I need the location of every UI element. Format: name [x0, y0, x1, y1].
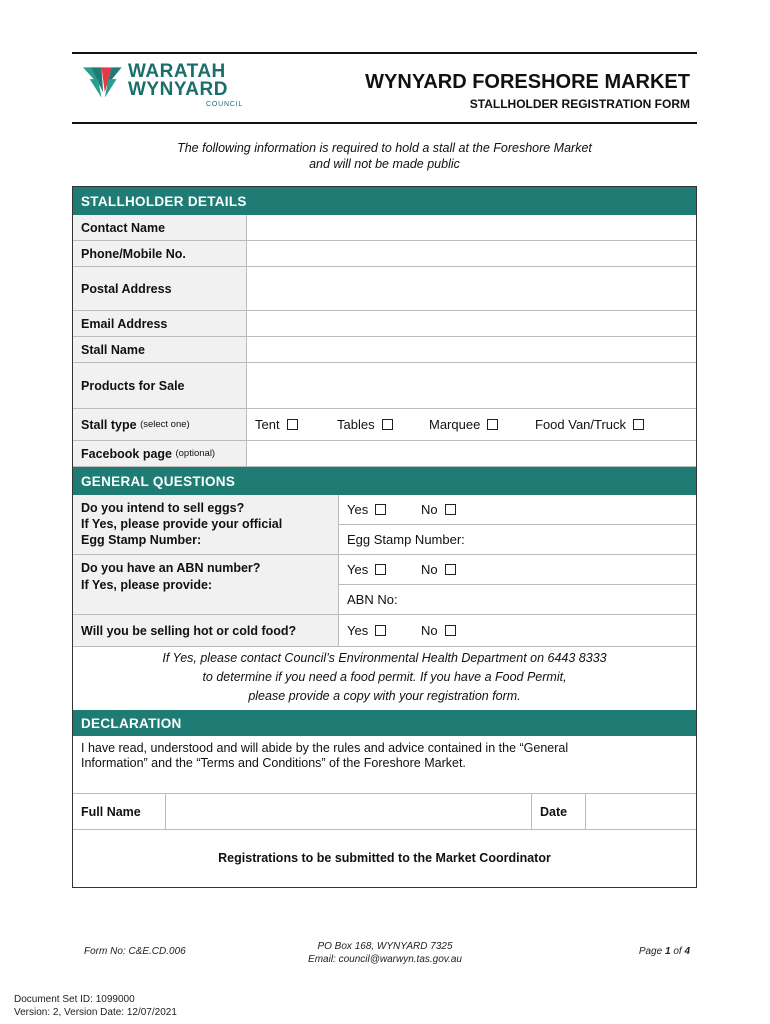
abn-answer — [338, 555, 696, 585]
logo-text-council: COUNCIL — [206, 101, 244, 108]
full-name-label: Full Name — [73, 794, 165, 830]
stall-name-label: Stall Name — [73, 337, 246, 363]
stall-type-text: Stall type — [81, 417, 137, 432]
facebook-field[interactable] — [246, 441, 696, 467]
footer-address-line-2: Email: council@warwyn.tas.gov.au — [308, 954, 462, 965]
waratah-wynyard-logo-icon — [80, 64, 128, 106]
option-marquee-label: Marquee — [429, 417, 481, 432]
full-name-field[interactable] — [165, 794, 531, 830]
stall-type-options — [246, 409, 696, 441]
abn-question-line-2: If Yes, please provide: — [81, 578, 213, 592]
eggs-no-checkbox[interactable] — [445, 504, 456, 515]
footer-address — [280, 940, 490, 966]
contact-name-field[interactable] — [246, 215, 696, 241]
postal-address-label: Postal Address — [73, 267, 246, 311]
contact-name-label: Contact Name — [73, 215, 246, 241]
form-number: Form No: C&E.CD.006 — [84, 946, 186, 957]
stall-type-label — [73, 409, 246, 441]
facebook-text: Facebook page — [81, 446, 172, 461]
eggs-no-label: No — [421, 502, 438, 517]
date-field[interactable] — [585, 794, 696, 830]
food-no-label: No — [421, 623, 438, 638]
option-food-van[interactable] — [535, 417, 644, 432]
food-yes-option[interactable] — [347, 623, 386, 638]
option-marquee[interactable] — [429, 417, 498, 432]
eggs-question-line-3: Egg Stamp Number: — [81, 533, 202, 547]
intro-text — [72, 140, 697, 172]
food-yes-label: Yes — [347, 623, 369, 638]
eggs-question — [73, 495, 338, 555]
food-answer — [338, 615, 696, 647]
abn-label: ABN No: — [347, 592, 398, 607]
option-tables-label: Tables — [337, 417, 375, 432]
tent-checkbox[interactable] — [287, 419, 298, 430]
eggs-yes-label: Yes — [347, 502, 369, 517]
logo-text-wynyard: WYNYARD — [128, 79, 228, 100]
option-tent[interactable] — [255, 417, 298, 432]
food-permit-note-line-1: If Yes, please contact Council’s Environmental Health Department on 6443 8333 — [162, 651, 607, 665]
registration-form — [72, 186, 697, 888]
marquee-checkbox[interactable] — [487, 419, 498, 430]
footer-address-line-1: PO Box 168, WYNYARD 7325 — [317, 941, 453, 952]
phone-field[interactable] — [246, 241, 696, 267]
stall-type-hint: (select one) — [140, 419, 190, 430]
section-header-declaration: DECLARATION — [73, 710, 696, 736]
food-permit-note-line-3: please provide a copy with your registration form. — [248, 689, 521, 703]
eggs-question-line-2: If Yes, please provide your official — [81, 517, 283, 531]
stall-name-field[interactable] — [246, 337, 696, 363]
page-of: of — [673, 946, 682, 957]
eggs-question-line-1: Do you intend to sell eggs? — [81, 501, 245, 515]
facebook-label — [73, 441, 246, 467]
declaration-text — [81, 741, 681, 771]
header-top-rule — [72, 52, 697, 54]
tables-checkbox[interactable] — [382, 419, 393, 430]
page-current: 1 — [664, 946, 671, 957]
intro-line-1: The following information is required to hold a stall at the Foreshore Market — [177, 141, 592, 155]
food-permit-note — [73, 649, 696, 706]
declaration-line-1: I have read, understood and will abide by the rules and advice contained in the “General — [81, 741, 569, 755]
egg-stamp-field[interactable] — [338, 525, 696, 555]
food-question: Will you be selling hot or cold food? — [73, 615, 338, 647]
option-tent-label: Tent — [255, 417, 280, 432]
postal-address-field[interactable] — [246, 267, 696, 311]
food-van-checkbox[interactable] — [633, 419, 644, 430]
intro-line-2: and will not be made public — [309, 157, 460, 171]
abn-question — [73, 555, 338, 615]
header-bottom-rule — [72, 122, 697, 124]
section-header-stallholder: STALLHOLDER DETAILS — [73, 187, 696, 215]
eggs-yes-checkbox[interactable] — [375, 504, 386, 515]
page-number — [639, 946, 690, 957]
logo-text-waratah: WARATAH — [128, 61, 226, 82]
food-permit-note-line-2: to determine if you need a food permit. If you have a Food Permit, — [202, 670, 567, 684]
facebook-hint: (optional) — [175, 448, 216, 459]
section-header-general: GENERAL QUESTIONS — [73, 467, 696, 495]
email-field[interactable] — [246, 311, 696, 337]
food-no-option[interactable] — [421, 623, 456, 638]
abn-yes-checkbox[interactable] — [375, 564, 386, 575]
products-label: Products for Sale — [73, 363, 246, 409]
abn-yes-label: Yes — [347, 562, 369, 577]
abn-no-checkbox[interactable] — [445, 564, 456, 575]
abn-no-option[interactable] — [421, 562, 456, 577]
document-version: Version: 2, Version Date: 12/07/2021 — [14, 1007, 177, 1018]
page-title: WYNYARD FORESHORE MARKET — [365, 71, 690, 93]
option-tables[interactable] — [337, 417, 393, 432]
option-food-van-label: Food Van/Truck — [535, 417, 627, 432]
date-label: Date — [531, 794, 585, 830]
page-subtitle: STALLHOLDER REGISTRATION FORM — [469, 97, 690, 111]
food-no-checkbox[interactable] — [445, 625, 456, 636]
document-set-id: Document Set ID: 1099000 — [14, 994, 135, 1005]
products-field[interactable] — [246, 363, 696, 409]
submit-instruction: Registrations to be submitted to the Market Coordinator — [218, 851, 551, 865]
abn-question-line-1: Do you have an ABN number? — [81, 561, 261, 575]
declaration-line-2: Information” and the “Terms and Conditions” of the Foreshore Market. — [81, 756, 466, 770]
abn-field[interactable] — [338, 585, 696, 615]
abn-no-label: No — [421, 562, 438, 577]
page-word: Page — [638, 946, 663, 957]
page-total: 4 — [684, 946, 690, 957]
food-yes-checkbox[interactable] — [375, 625, 386, 636]
egg-stamp-label: Egg Stamp Number: — [347, 532, 465, 547]
phone-label: Phone/Mobile No. — [73, 241, 246, 267]
abn-yes-option[interactable] — [347, 562, 386, 577]
document-set-info — [14, 993, 177, 1019]
email-label: Email Address — [73, 311, 246, 337]
eggs-answer — [338, 495, 696, 525]
eggs-yes-option[interactable] — [347, 502, 386, 517]
eggs-no-option[interactable] — [421, 502, 456, 517]
